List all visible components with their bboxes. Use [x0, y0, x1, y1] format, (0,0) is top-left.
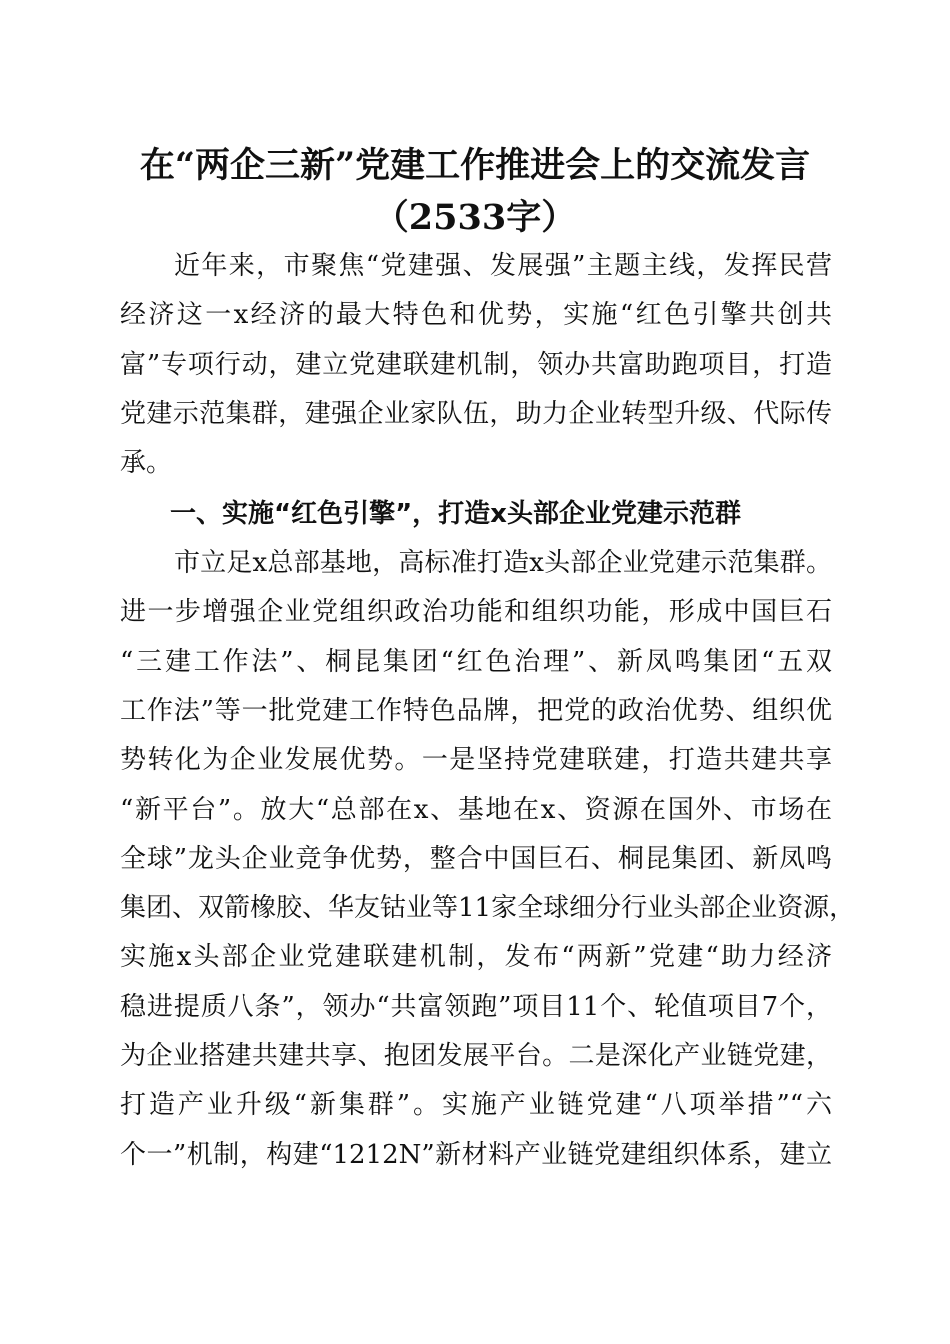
text-line: 富”专项行动，建立党建联建机制，领办共富助跑项目，打造 [120, 349, 832, 380]
text-line: 全球”龙头企业竞争优势，整合中国巨石、桐昆集团、新凤鸣 [120, 843, 832, 874]
text-line: “新平台”。放大“总部在x、基地在x、资源在国外、市场在 [120, 794, 832, 825]
text-line: 进一步增强企业党组织政治功能和组织功能，形成中国巨石 [120, 597, 832, 628]
document-subtitle: （2533字） [373, 197, 577, 238]
text-line: 党建示范集群，建强企业家队伍，助力企业转型升级、代际传 [120, 398, 832, 429]
text-line: 承。 [120, 448, 173, 479]
text-line: 为企业搭建共建共享、抱团发展平台。二是深化产业链党建， [120, 1041, 832, 1071]
text-line: 近年来，市聚焦“党建强、发展强”主题主线，发挥民营 [174, 251, 832, 281]
document-title: 在“两企三新”党建工作推进会上的交流发言 [139, 145, 811, 186]
section-heading: 一、实施“红色引擎”，打造x头部企业党建示范群 [170, 499, 741, 529]
text-line: 打造产业升级“新集群”。实施产业链党建“八项举措”“六 [120, 1090, 832, 1121]
text-line: 工作法”等一批党建工作特色品牌，把党的政治优势、组织优 [120, 695, 832, 726]
text-line: 经济这一x经济的最大特色和优势，实施“红色引擎共创共 [120, 300, 832, 331]
text-line: 势转化为企业发展优势。一是坚持党建联建，打造共建共享 [120, 745, 832, 776]
text-line: 市立足x总部基地，高标准打造x头部企业党建示范集群。 [174, 548, 832, 578]
text-line: 个一”机制，构建“1212N”新材料产业链党建组织体系，建立 [120, 1139, 832, 1170]
text-line: 集团、双箭橡胶、华友钴业等11家全球细分行业头部企业资源， [120, 893, 856, 924]
text-line: “三建工作法”、桐昆集团“红色治理”、新凤鸣集团“五双 [120, 646, 832, 677]
text-line: 稳进提质八条”，领办“共富领跑”项目11个、轮值项目7个， [120, 991, 832, 1022]
text-line: 实施x头部企业党建联建机制，发布“两新”党建“助力经济 [120, 942, 832, 973]
